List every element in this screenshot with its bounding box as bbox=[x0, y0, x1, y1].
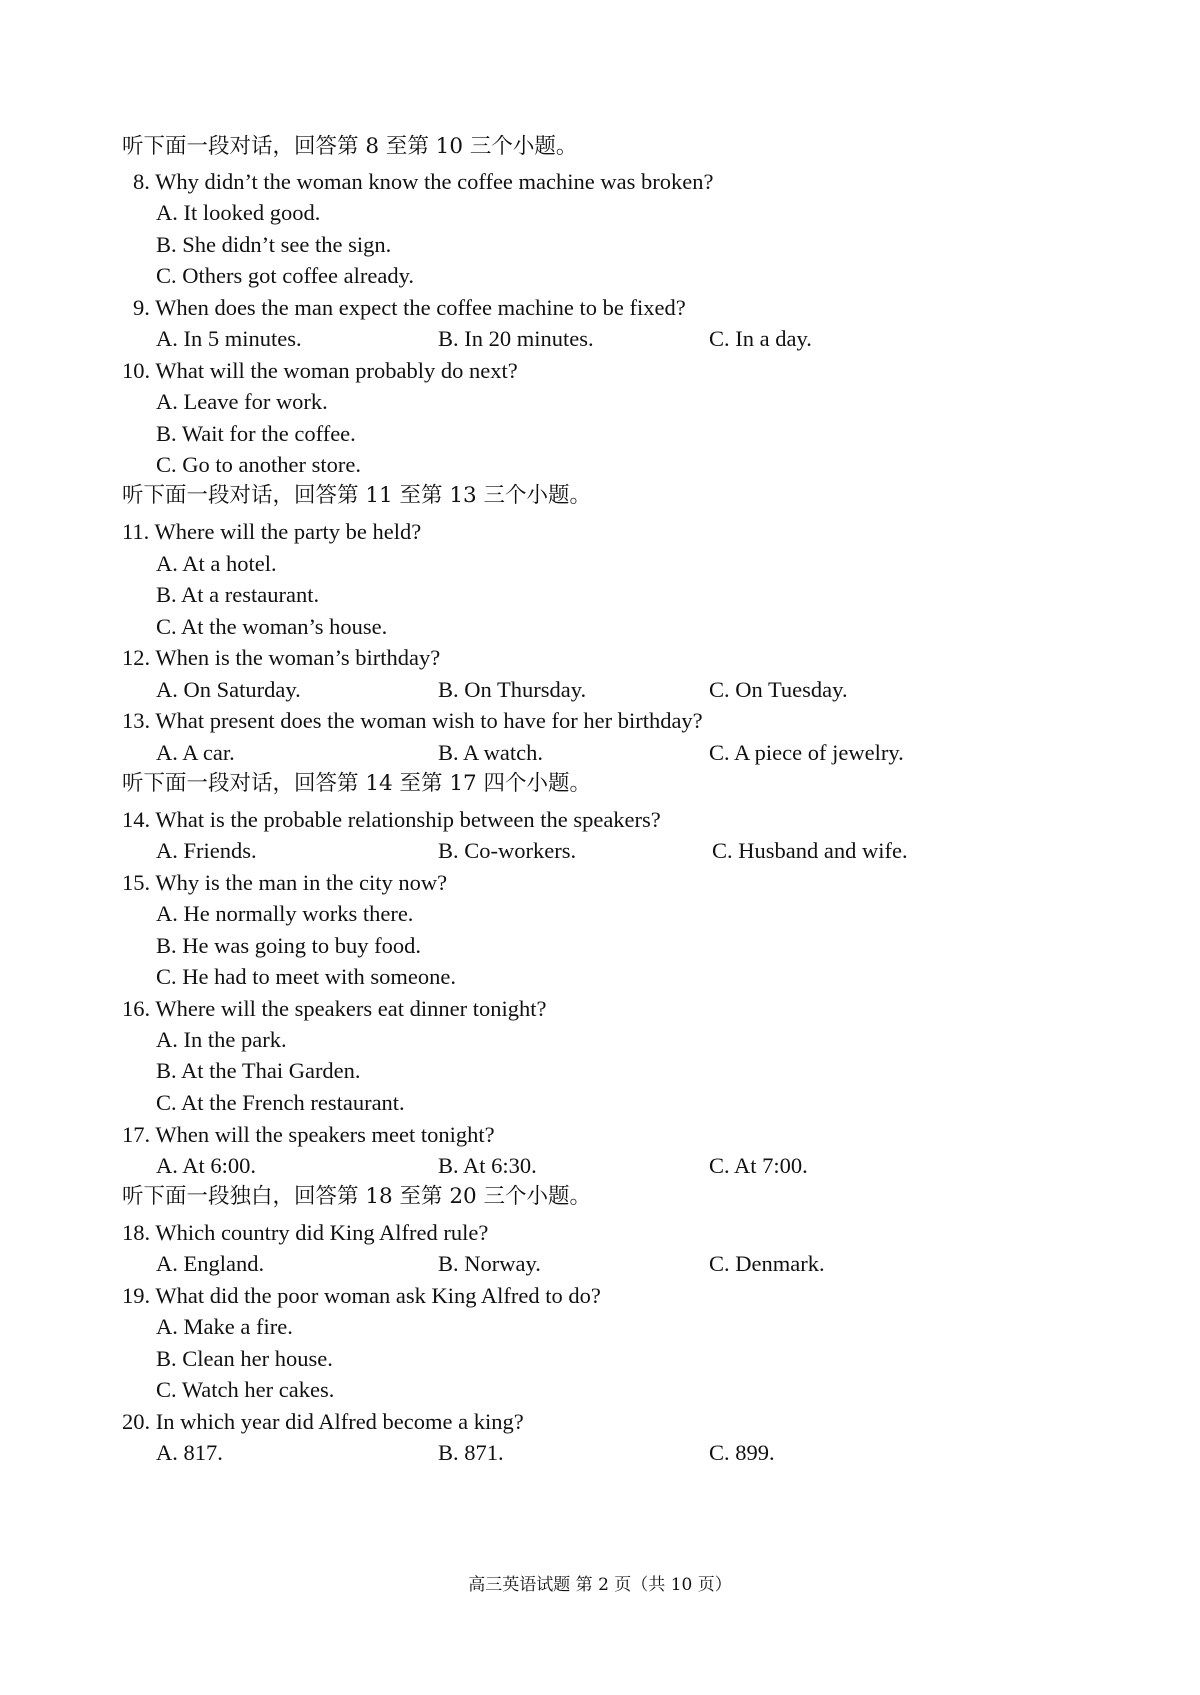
option-a: A. A car. bbox=[156, 740, 235, 765]
option-a: A. It looked good. bbox=[156, 200, 321, 225]
question-stem: 19. What did the poor woman ask King Alfred to do? bbox=[122, 1283, 601, 1308]
option-c: C. A piece of jewelry. bbox=[709, 740, 904, 765]
section-heading: 听下面一段对话，回答第 11 至第 13 三个小题。 bbox=[122, 483, 592, 508]
section-heading: 听下面一段对话，回答第 14 至第 17 四个小题。 bbox=[122, 771, 592, 796]
option-b: B. At 6:30. bbox=[438, 1153, 537, 1178]
option-a: A. At 6:00. bbox=[156, 1153, 257, 1178]
option-a: A. He normally works there. bbox=[156, 901, 414, 926]
option-a: A. Friends. bbox=[156, 838, 257, 863]
option-c: C. He had to meet with someone. bbox=[156, 964, 456, 989]
option-b: B. On Thursday. bbox=[438, 677, 587, 702]
option-c: C. Denmark. bbox=[709, 1251, 825, 1276]
option-a: A. In the park. bbox=[156, 1027, 287, 1052]
option-b: B. He was going to buy food. bbox=[156, 933, 421, 958]
question-stem: 13. What present does the woman wish to have for her birthday? bbox=[122, 708, 703, 733]
question-stem: 8. Why didn’t the woman know the coffee machine was broken? bbox=[133, 169, 714, 194]
option-a: A. Make a fire. bbox=[156, 1314, 293, 1339]
question-stem: 9. When does the man expect the coffee machine to be fixed? bbox=[133, 295, 686, 320]
question-stem: 14. What is the probable relationship between the speakers? bbox=[122, 807, 661, 832]
option-b: B. At the Thai Garden. bbox=[156, 1058, 361, 1083]
question-stem: 10. What will the woman probably do next? bbox=[122, 358, 518, 383]
option-c: C. Go to another store. bbox=[156, 452, 361, 477]
option-b: B. In 20 minutes. bbox=[438, 326, 594, 351]
question-stem: 16. Where will the speakers eat dinner tonight? bbox=[122, 996, 547, 1021]
option-a: A. At a hotel. bbox=[156, 551, 277, 576]
question-stem: 17. When will the speakers meet tonight? bbox=[122, 1122, 495, 1147]
question-stem: 11. Where will the party be held? bbox=[122, 519, 422, 544]
option-b: B. Norway. bbox=[438, 1251, 541, 1276]
option-c: C. At the French restaurant. bbox=[156, 1090, 405, 1115]
option-a: A. Leave for work. bbox=[156, 389, 328, 414]
option-c: C. 899. bbox=[709, 1440, 775, 1465]
option-b: B. A watch. bbox=[438, 740, 543, 765]
option-c: C. In a day. bbox=[709, 326, 812, 351]
option-b: B. 871. bbox=[438, 1440, 504, 1465]
option-a: A. 817. bbox=[156, 1440, 223, 1465]
option-c: C. Others got coffee already. bbox=[156, 263, 415, 288]
option-a: A. England. bbox=[156, 1251, 265, 1276]
section-heading: 听下面一段独白，回答第 18 至第 20 三个小题。 bbox=[122, 1184, 592, 1209]
option-b: B. She didn’t see the sign. bbox=[156, 232, 392, 257]
question-stem: 18. Which country did King Alfred rule? bbox=[122, 1220, 489, 1245]
option-a: A. On Saturday. bbox=[156, 677, 301, 702]
page-footer: 高三英语试题 第 2 页（共 10 页） bbox=[468, 1575, 732, 1595]
option-b: B. At a restaurant. bbox=[156, 582, 320, 607]
question-stem: 20. In which year did Alfred become a king? bbox=[122, 1409, 524, 1434]
option-c: C. At 7:00. bbox=[709, 1153, 808, 1178]
option-b: B. Clean her house. bbox=[156, 1346, 333, 1371]
question-stem: 15. Why is the man in the city now? bbox=[122, 870, 448, 895]
question-stem: 12. When is the woman’s birthday? bbox=[122, 645, 441, 670]
option-c: C. On Tuesday. bbox=[709, 677, 848, 702]
option-a: A. In 5 minutes. bbox=[156, 326, 302, 351]
option-c: C. At the woman’s house. bbox=[156, 614, 388, 639]
section-heading: 听下面一段对话，回答第 8 至第 10 三个小题。 bbox=[122, 134, 578, 159]
option-c: C. Husband and wife. bbox=[712, 838, 908, 863]
option-b: B. Wait for the coffee. bbox=[156, 421, 356, 446]
option-c: C. Watch her cakes. bbox=[156, 1377, 335, 1402]
option-b: B. Co-workers. bbox=[438, 838, 577, 863]
